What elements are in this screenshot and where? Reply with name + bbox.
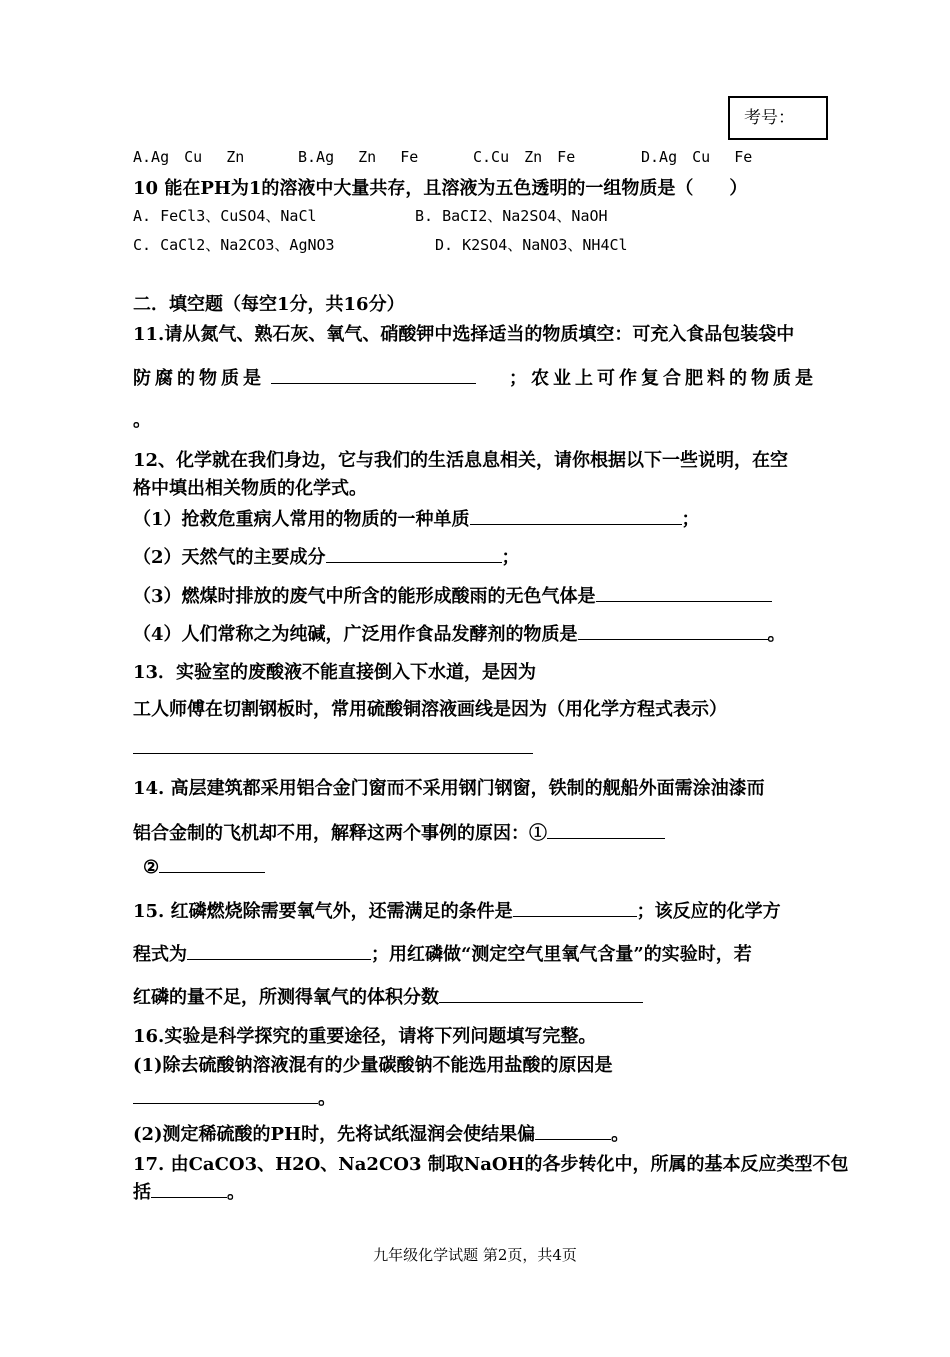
q14-line2 [133, 819, 665, 845]
page-footer: 九年级化学试题 第2页，共4页 [373, 1246, 577, 1264]
q15-blank2[interactable] [187, 958, 371, 960]
q13-line2: 工人师傅在切割钢板时，常用硫酸铜溶液画线是因为（用化学方程式表示） [133, 699, 727, 720]
q12-sub1-text: （1）抢救危重病人常用的物质的一种单质 [133, 509, 470, 530]
q11-blank1[interactable] [271, 382, 476, 384]
q10-options-row1 [133, 205, 608, 226]
q12-sub2-end: ； [501, 547, 520, 568]
q16-sub1: (1)除去硫酸钠溶液混有的少量碳酸钠不能选用盐酸的原因是 [133, 1055, 613, 1076]
q14-line2-text: 铝合金制的飞机却不用，解释这两个事例的原因：① [133, 823, 547, 844]
q10-option-a: A. FeCl3、CuSO4、NaCl [133, 207, 317, 225]
q10-options-row2 [133, 234, 628, 255]
q10-stem: 10 能在PH为1的溶液中大量共存，且溶液为五色透明的一组物质是（ ） [133, 178, 748, 199]
q15-blank3[interactable] [439, 1001, 643, 1003]
q12-sub3 [133, 582, 772, 608]
exam-number-label: 考号： [744, 108, 795, 128]
q14-blank1[interactable] [547, 837, 665, 839]
q11-end: 。 [133, 410, 151, 431]
q14-blank2[interactable] [159, 871, 265, 873]
q9-options [133, 146, 752, 167]
q15-line1 [133, 897, 781, 923]
q12-sub3-text: （3）燃煤时排放的废气中所含的能形成酸雨的无色气体是 [133, 586, 596, 607]
q12-sub1-end: ； [681, 509, 700, 530]
q10-option-b: B. BaCI2、Na2SO4、NaOH [415, 207, 608, 225]
q14-line3 [143, 857, 265, 878]
q12-blank3[interactable] [596, 600, 772, 602]
q16-blank2[interactable] [535, 1138, 611, 1140]
q17-line1: 17. 由CaCO3、H2O、Na2CO3 制取NaOH的各步转化中，所属的基本反应类型不包 [133, 1154, 849, 1175]
q15-line2-end: ；用红磷做“测定空气里氧气含量”的实验时，若 [371, 944, 752, 965]
q12-sub2 [133, 543, 520, 569]
q11-line1: 11.请从氮气、熟石灰、氧气、硝酸钾中选择适当的物质填空：可充入食品包装袋中 [133, 324, 795, 345]
q9-option-d: D.Ag Cu Fe [641, 148, 753, 166]
q16-sub2-text: (2)测定稀硫酸的PH时，先将试纸湿润会使结果偏 [133, 1124, 536, 1145]
q9-option-c: C.Cu Zn Fe [473, 148, 576, 166]
q17-blank[interactable] [151, 1196, 227, 1198]
q16-sub2-end: 。 [611, 1124, 630, 1145]
q12-blank1[interactable] [470, 523, 682, 525]
q15-line2 [133, 940, 752, 966]
q10-option-c: C. CaCl2、Na2CO3、AgNO3 [133, 236, 335, 254]
q16-blank1[interactable] [133, 1102, 318, 1104]
q17-line2 [133, 1178, 245, 1204]
q13-answer-line[interactable] [133, 753, 533, 754]
q15-blank1[interactable] [513, 915, 637, 917]
q12-line1: 12、化学就在我们身边，它与我们的生活息息相关，请你根据以下一些说明，在空 [133, 450, 789, 471]
q12-sub1 [133, 505, 700, 531]
q9-option-a: A.Ag Cu Zn [133, 148, 245, 166]
q11-part-a: 防腐的物质是 [133, 368, 265, 389]
q13-line1: 13．实验室的废酸液不能直接倒入下水道，是因为 [133, 662, 537, 683]
q11-line2 [133, 364, 817, 390]
q15-line1-text: 15. 红磷燃烧除需要氧气外，还需满足的条件是 [133, 901, 513, 922]
q11-part-b: ；农业上可作复合肥料的物质是 [509, 368, 817, 389]
q9-option-b: B.Ag Zn Fe [298, 148, 419, 166]
section-title: 二．填空题（每空1分，共16分） [133, 294, 405, 315]
q15-line1-end: ；该反应的化学方 [636, 901, 781, 922]
q16-line1: 16.实验是科学探究的重要途径，请将下列问题填写完整。 [133, 1026, 597, 1047]
q12-sub4-end: 。 [767, 624, 786, 645]
q15-line3-text: 红磷的量不足，所测得氧气的体积分数 [133, 987, 439, 1008]
q17-line2-end: 。 [227, 1182, 245, 1203]
q12-blank4[interactable] [578, 638, 768, 640]
q17-line2-text: 括 [133, 1182, 151, 1203]
q12-sub4-text: （4）人们常称之为纯碱，广泛用作食品发酵剂的物质是 [133, 624, 578, 645]
q12-sub4 [133, 620, 786, 646]
q16-sub1-end: 。 [318, 1088, 336, 1109]
q12-blank2[interactable] [326, 561, 502, 563]
q12-line2: 格中填出相关物质的化学式。 [133, 478, 367, 499]
q12-sub2-text: （2）天然气的主要成分 [133, 547, 326, 568]
q14-line3-text: ② [143, 857, 160, 878]
q14-line1: 14. 高层建筑都采用铝合金门窗而不采用钢门钢窗，铁制的舰船外面需涂油漆而 [133, 778, 765, 799]
q16-sub1-answer [133, 1084, 336, 1110]
q16-sub2 [133, 1120, 629, 1146]
q15-line2-start: 程式为 [133, 944, 187, 965]
q10-option-d: D. K2SO4、NaNO3、NH4Cl [435, 236, 628, 254]
q15-line3 [133, 983, 643, 1009]
exam-number-box [728, 96, 828, 140]
